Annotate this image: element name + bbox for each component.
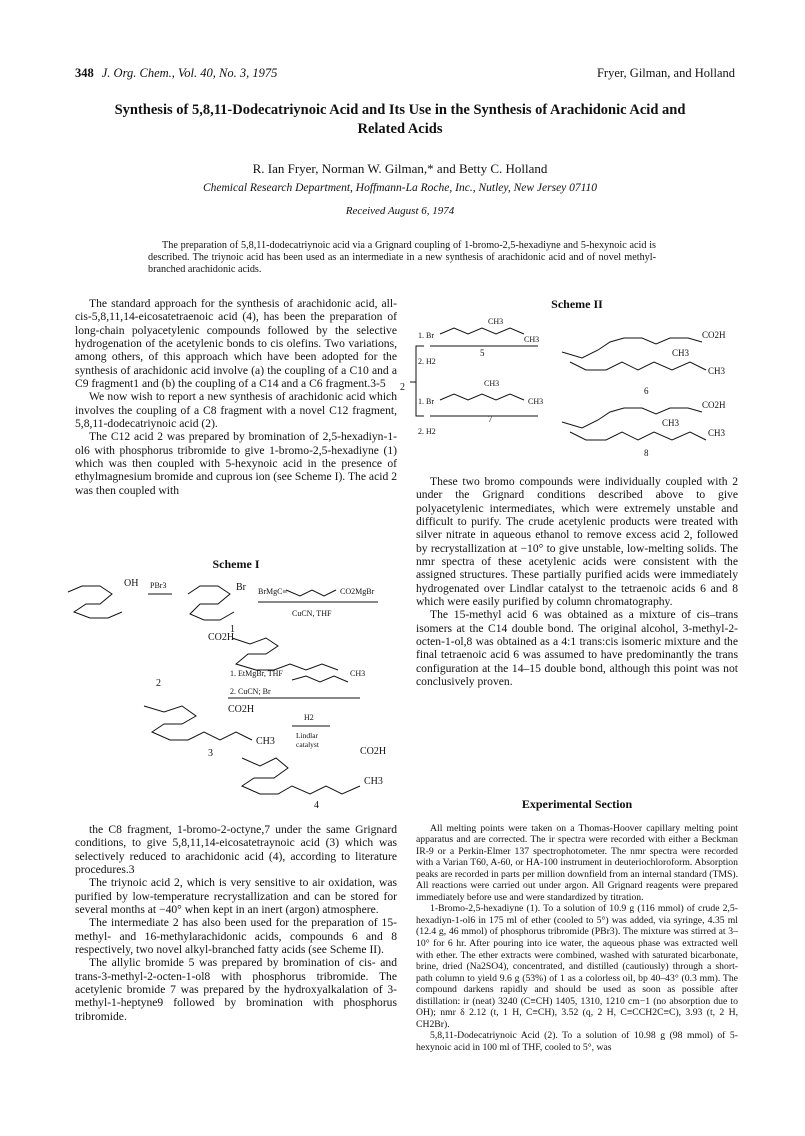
label-step2: 2. CuCN; Br	[230, 687, 271, 696]
label-h2-b: 2. H2	[418, 427, 436, 436]
arachidonic-acid-4-structure	[242, 758, 360, 794]
author-list: R. Ian Fryer, Norman W. Gilman,* and Betty C. Holland	[252, 161, 548, 176]
experimental-section	[416, 799, 738, 1053]
label-co2h-2: CO2H	[208, 632, 235, 643]
label-h2: H2	[304, 713, 314, 722]
scheme-2-title: Scheme II	[551, 297, 603, 311]
label-br: Br	[236, 582, 246, 593]
label-catalyst: catalyst	[296, 740, 319, 749]
label-ch3-5a: CH3	[488, 317, 504, 326]
label-lindlar: Lindlar	[296, 731, 319, 740]
label-ch3-8b: CH3	[708, 428, 726, 438]
acid-8-tail	[570, 432, 706, 440]
label-pbr3: PBr3	[150, 581, 167, 590]
label-ch3-5b: CH3	[524, 335, 540, 344]
page-number: 348	[75, 66, 94, 80]
label-ch3-3: CH3	[256, 736, 275, 747]
label-co2h-4: CO2H	[360, 746, 387, 757]
bromide-1-structure	[188, 586, 234, 620]
running-header-left	[75, 66, 277, 81]
right-column-top	[416, 475, 738, 689]
paragraph: The triynoic acid 2, which is very sensitive to air oxidation, was purified by low-temperature recrystallization and can be stored for several months at −40° when kept in an inert (argon) atmosphere.	[75, 876, 397, 917]
scheme-1-diagram	[60, 572, 410, 817]
paragraph: The 15-methyl acid 6 was obtained as a mixture of cis–trans isomers at the C14 double bond. The original alcohol, 3-methyl-2-octen-1-ol,8 was obtained as a 4:1 trans:cis isomeric mixture and the final tetraenoic acid 6 was assumed to have predominantly the trans configuration at the 14–15 double bond, although this point was not conclusively proven.	[416, 608, 738, 689]
article-title: Synthesis of 5,8,11-Dodecatriynoic Acid and Its Use in the Synthesis of Arachidonic Acid and Related Acids	[114, 102, 686, 137]
compound-number-6: 6	[644, 386, 649, 396]
acid-2-structure	[232, 638, 338, 670]
hexynoic-reagent	[286, 590, 336, 596]
label-h2-a: 2. H2	[418, 357, 436, 366]
label-co2h-3: CO2H	[228, 704, 255, 715]
label-ch3-6b: CH3	[708, 366, 726, 376]
abstract	[148, 240, 656, 276]
received-date: Received August 6, 1974	[345, 205, 455, 217]
paragraph: 1-Bromo-2,5-hexadiyne (1). To a solution of 10.9 g (116 mmol) of crude 2,5-hexadiyn-1-ol6 in 175 ml of ether (cooled to 5°) was added, via syringe, 4.35 ml (12.4 g, 46 mmol) of phosphorus tribromide (PBr3). The mixture was stirred at 3–10° for 6 hr. After pouring into ice water, the aqueous phase was extracted well with ether. The ether extracts were combined, washed with saturated bicarbonate, brine, dried (Na2SO4), concentrated, and distilled (cautiously) through a short-path column to yield 9.6 g (53%) of 1 as a colorless oil, bp 40–43° (0.3 mm). The compound darkens rapidly and should be used as soon as possible after distillation: ir (neat) 3240 (C≡CH) 1405, 1310, 1210 cm−1 (no absorption due to OH); nmr δ 2.12 (t, 1 H, C≡CH), 3.52 (q, 2 H, C≡CCH2C≡C), 3.93 (t, 2 H, CH2Br).	[416, 903, 738, 1030]
paragraph: We now wish to report a new synthesis of arachidonic acid which involves the coupling of a C8 fragment with a novel C12 fragment, 5,8,11-dodecatriynoic acid (2).	[75, 390, 397, 431]
label-ch3-4: CH3	[364, 776, 383, 787]
compound-number-5: 5	[480, 348, 485, 358]
left-column-top	[75, 297, 397, 497]
left-column-bottom	[75, 823, 397, 1023]
acid-8-structure	[562, 408, 702, 428]
label-br-7: 1. Br	[418, 397, 434, 406]
label-ch3-7a: CH3	[484, 379, 500, 388]
paragraph: The standard approach for the synthesis of arachidonic acid, all-cis-5,8,11,14-eicosatetraenoic acid (4), has been the preparation of long-chain polyacetylenic compounds followed by the selective hydrogenation of the acetylenic bonds to cis olefins. Two variations, among others, of this approach which have been adopted for the synthesis of arachidonic acid involve (a) the coupling of a C10 and a C9 fragment1 and (b) the coupling of a C14 and a C6 fragment.3-5	[75, 297, 397, 391]
paragraph: the C8 fragment, 1-bromo-2-octyne,7 under the same Grignard conditions, to give 5,8,11,14-eicosatetraynoic acid (3) which was selectively reduced to arachidonic acid (4), according to literature procedures.3	[75, 823, 397, 877]
label-reagent: BrMgC≡	[258, 587, 287, 596]
label-ch3-6a: CH3	[672, 348, 690, 358]
label-ch3-reagent: CH3	[350, 669, 366, 678]
label-ch3-7b: CH3	[528, 397, 544, 406]
label-br-5: 1. Br	[418, 331, 434, 340]
journal-citation: J. Org. Chem., Vol. 40, No. 3, 1975	[101, 66, 278, 80]
compound-number-4: 4	[314, 800, 319, 811]
paragraph: The allylic bromide 5 was prepared by bromination of cis- and trans-3-methyl-2-octen-1-ol8 with phosphorus tribromide. The acetylenic bromide 7 was prepared by the hydroxyalkalation of 3-methyl-1-heptyne9 followed by bromination with phosphorus tribromide.	[75, 956, 397, 1023]
label-ch3-8a: CH3	[662, 418, 680, 428]
section-heading: Experimental Section	[521, 797, 633, 811]
compound-number-2: 2	[156, 678, 161, 689]
label-co2mgbr: CO2MgBr	[340, 587, 375, 596]
compound-number-8: 8	[644, 448, 649, 458]
scheme-2-diagram	[400, 312, 745, 462]
paragraph: The C12 acid 2 was prepared by bromination of 2,5-hexadiyn-1-ol6 with phosphorus tribromide to give 1-bromo-2,5-hexadiyne (1) which was then coupled with 5-hexynoic acid in the presence of ethylmagnesium bromide and cuprous ion (see Scheme I). The acid 2 was then coupled with	[75, 430, 397, 497]
octyne-reagent	[292, 676, 348, 682]
abstract-text: The preparation of 5,8,11-dodecatriynoic acid via a Grignard coupling of 1-bromo-2,5-hexadiyne and 5-hexynoic acid is described. The triynoic acid has been used as an intermediate in a new synthesis of arachidonic acid and of novel methyl-branched arachidonic acids.	[148, 240, 656, 275]
paragraph: The intermediate 2 has also been used for the preparation of 15-methyl- and 16-methylarachidonic acids, compounds 6 and 8 respectively, two novel alkyl-branched fatty acids (see Scheme II).	[75, 916, 397, 957]
label-co2h-8: CO2H	[702, 400, 726, 410]
paragraph: These two bromo compounds were individually coupled with 2 under the Grignard conditions described above to give polyacetylenic intermediates, which were extremely unstable and difficult to purify. The crude acetylenic products were treated with silver nitrate in aqueous ethanol to remove excess acid 2, followed by recrystallization at −10° to give unstable, low-melting solids. The nmr spectra of these acetylenic acids were consistent with the assigned structures. These partially purified acids were immediately hydrogenated over Lindlar catalyst to the tetraenoic acids 6 and 8 which were easily purified by column chromatography.	[416, 475, 738, 609]
running-header-authors: Fryer, Gilman, and Holland	[596, 66, 735, 80]
affiliation: Chemical Research Department, Hoffmann-La Roche, Inc., Nutley, New Jersey 07110	[202, 182, 598, 194]
label-co2h-6: CO2H	[702, 330, 726, 340]
label-cucn-thf: CuCN, THF	[292, 609, 332, 618]
label-step1: 1. EtMgBr, THF	[230, 669, 283, 678]
compound-number-3: 3	[208, 748, 213, 759]
compound-number-7: 7	[488, 414, 493, 424]
acid-6-tail	[570, 362, 706, 370]
compound-number-1: 1	[230, 624, 235, 635]
bromide-7-structure	[440, 394, 524, 400]
scheme-1-title: Scheme I	[212, 557, 260, 571]
paragraph: 5,8,11-Dodecatriynoic Acid (2). To a solution of 10.98 g (98 mmol) of 5-hexynoic acid in 100 ml of THF, cooled to 5°, was	[416, 1030, 738, 1053]
label-oh: OH	[124, 578, 139, 589]
bromide-5-structure	[440, 328, 524, 334]
hexadiynol-structure	[68, 586, 122, 618]
paragraph: All melting points were taken on a Thomas-Hoover capillary melting point apparatus and are corrected. The ir spectra were recorded with either a Beckman IR-9 or a Perkin-Elmer 137 spectrophotometer. The nmr spectra were recorded with a Varian T60, A-60, or HA-100 instrument in deuteriochloroform. Absorption peaks are recorded in parts per million downfield from an internal standard (TMS). All reactions were carried out under argon. All Grignard reagents were prepared immediately before use and were standardized by titration.	[416, 822, 739, 903]
compound-number-2: 2	[400, 382, 405, 393]
